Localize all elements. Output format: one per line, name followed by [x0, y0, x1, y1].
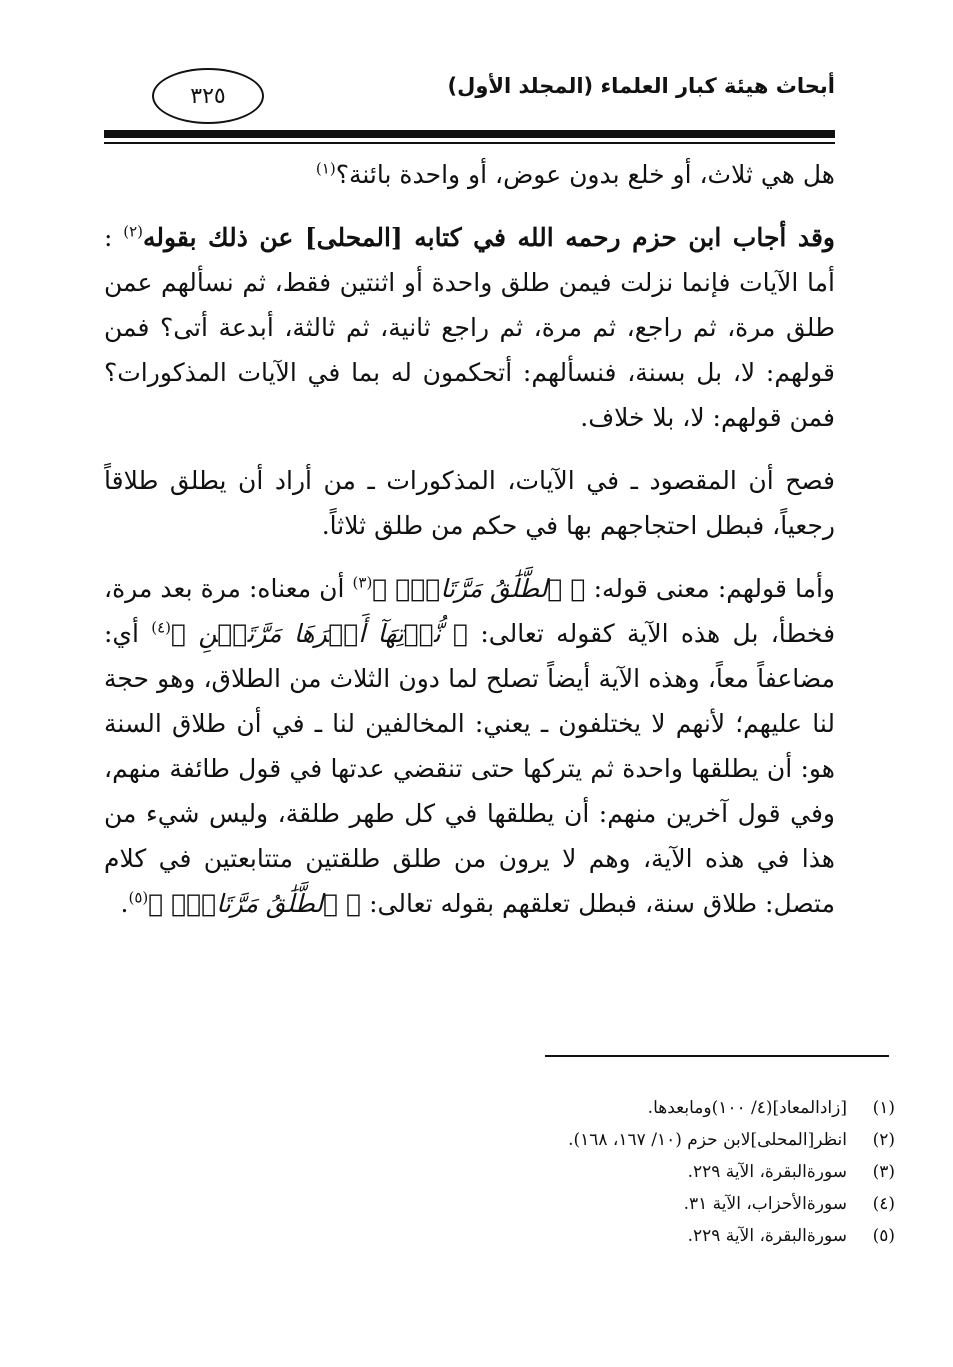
- quran-quote-1: ﴿ ٱلطَّلَٰقُ مَرَّتَانِۖ ﴾: [372, 574, 586, 603]
- paragraph-1: [104, 152, 835, 197]
- paragraph-2: [104, 215, 835, 440]
- quran-quote-3: ﴿ ٱلطَّلَٰقُ مَرَّتَانِۖ ﴾: [148, 889, 362, 918]
- paragraph-4-text-c: أي: مضاعفاً معاً، وهذه الآية أيضاً تصلح لما دون الثلاث من الطلاق، وهو حجة لنا عليهم؛ لأنهم لا يختلفون ـ يعني: المخالفين لنا ـ في أن طلاق السنة هو: أن يطلقها واحدة ثم يتركها حتى تنقضي عدتها في قول طائفة منهم، وفي قول آخرين منهم: أن يطلقها في كل طهر طلقة، وليس شيء من هذا في هذه الآية، وهم لا يرون من طلق طلقتين متتابعتين في كلام متصل: طلاق سنة، فبطل تعلقهم بقوله تعالى:: [104, 619, 835, 918]
- paragraph-2-text: : أما الآيات فإنما نزلت فيمن طلق واحدة أو اثنتين فقط، ثم نسألهم عمن طلق مرة، ثم راجع، ثم مرة، ثم راجع ثانية، ثم ثالثة، أبدعة أتى؟ فمن قولهم: لا، بل بسنة، فنسألهم: أتحكمون له بما في الآيات المذكورات؟ فمن قولهم: لا، بلا خلاف.: [104, 223, 835, 432]
- paragraph-1-text: هل هي ثلاث، أو خلع بدون عوض، أو واحدة بائنة؟: [335, 160, 835, 189]
- footnote-ref-2: (٢): [123, 222, 143, 241]
- footnote-ref-3: (٣): [352, 573, 373, 592]
- footnote-text: [زادالمعاد](٤/ ١٠٠)ومابعدها.: [647, 1098, 847, 1118]
- header-rule-thick: [104, 130, 835, 138]
- main-text: [104, 152, 835, 926]
- footnote-text: سورةالبقرة، الآية ٢٢٩.: [687, 1162, 847, 1182]
- footnote: [440, 1220, 895, 1252]
- running-title: أبحاث هيئة كبار العلماء (المجلد الأول): [447, 74, 835, 98]
- header-rule-thin: [104, 142, 835, 144]
- footnote-ref-5: (٥): [128, 888, 149, 907]
- footnote-ref-4: (٤): [151, 618, 172, 637]
- page-number-text: ٣٢٥: [190, 83, 226, 109]
- footnote: [440, 1156, 895, 1188]
- paragraph-4-end: .: [120, 889, 129, 918]
- footnote-number: (١): [872, 1098, 895, 1118]
- footnote-number: (٢): [872, 1130, 895, 1150]
- footnote: [440, 1092, 895, 1124]
- footnotes: [440, 1092, 895, 1252]
- footnote-number: (٤): [872, 1194, 895, 1214]
- paragraph-2-lead: وقد أجاب ابن حزم رحمه الله في كتابه [المحلى] عن ذلك بقوله: [142, 223, 836, 252]
- footnote: [440, 1188, 895, 1220]
- footnote-separator: [545, 1055, 889, 1057]
- paragraph-3-text: فصح أن المقصود ـ في الآيات، المذكورات ـ من أراد أن يطلق طلاقاً رجعياً، فبطل احتجاجهم بها في حكم من طلق ثلاثاً.: [104, 466, 835, 540]
- quran-quote-2: ﴿ نُّؤۡتِهَآ أَجۡرَهَا مَرَّتَيۡنِ ﴾: [171, 619, 469, 648]
- paragraph-4: [104, 566, 835, 926]
- footnote-number: (٥): [872, 1226, 895, 1246]
- footnote-text: انظر[المحلى]لابن حزم (١٠/ ١٦٧، ١٦٨).: [568, 1130, 847, 1150]
- footnote-number: (٣): [872, 1162, 895, 1182]
- footnote-text: سورةالبقرة، الآية ٢٢٩.: [687, 1226, 847, 1246]
- footnote: [440, 1124, 895, 1156]
- page-number: [152, 68, 264, 124]
- footnote-ref-1: (١): [315, 159, 336, 178]
- paragraph-4-text-b: أن معناه: مرة بعد مرة، فخطأ، بل هذه الآية كقوله تعالى:: [104, 574, 836, 648]
- footnote-text: سورةالأحزاب، الآية ٣١.: [683, 1194, 847, 1214]
- paragraph-4-text-a: وأما قولهم: معنى قوله:: [593, 574, 835, 603]
- paragraph-3: [104, 458, 835, 548]
